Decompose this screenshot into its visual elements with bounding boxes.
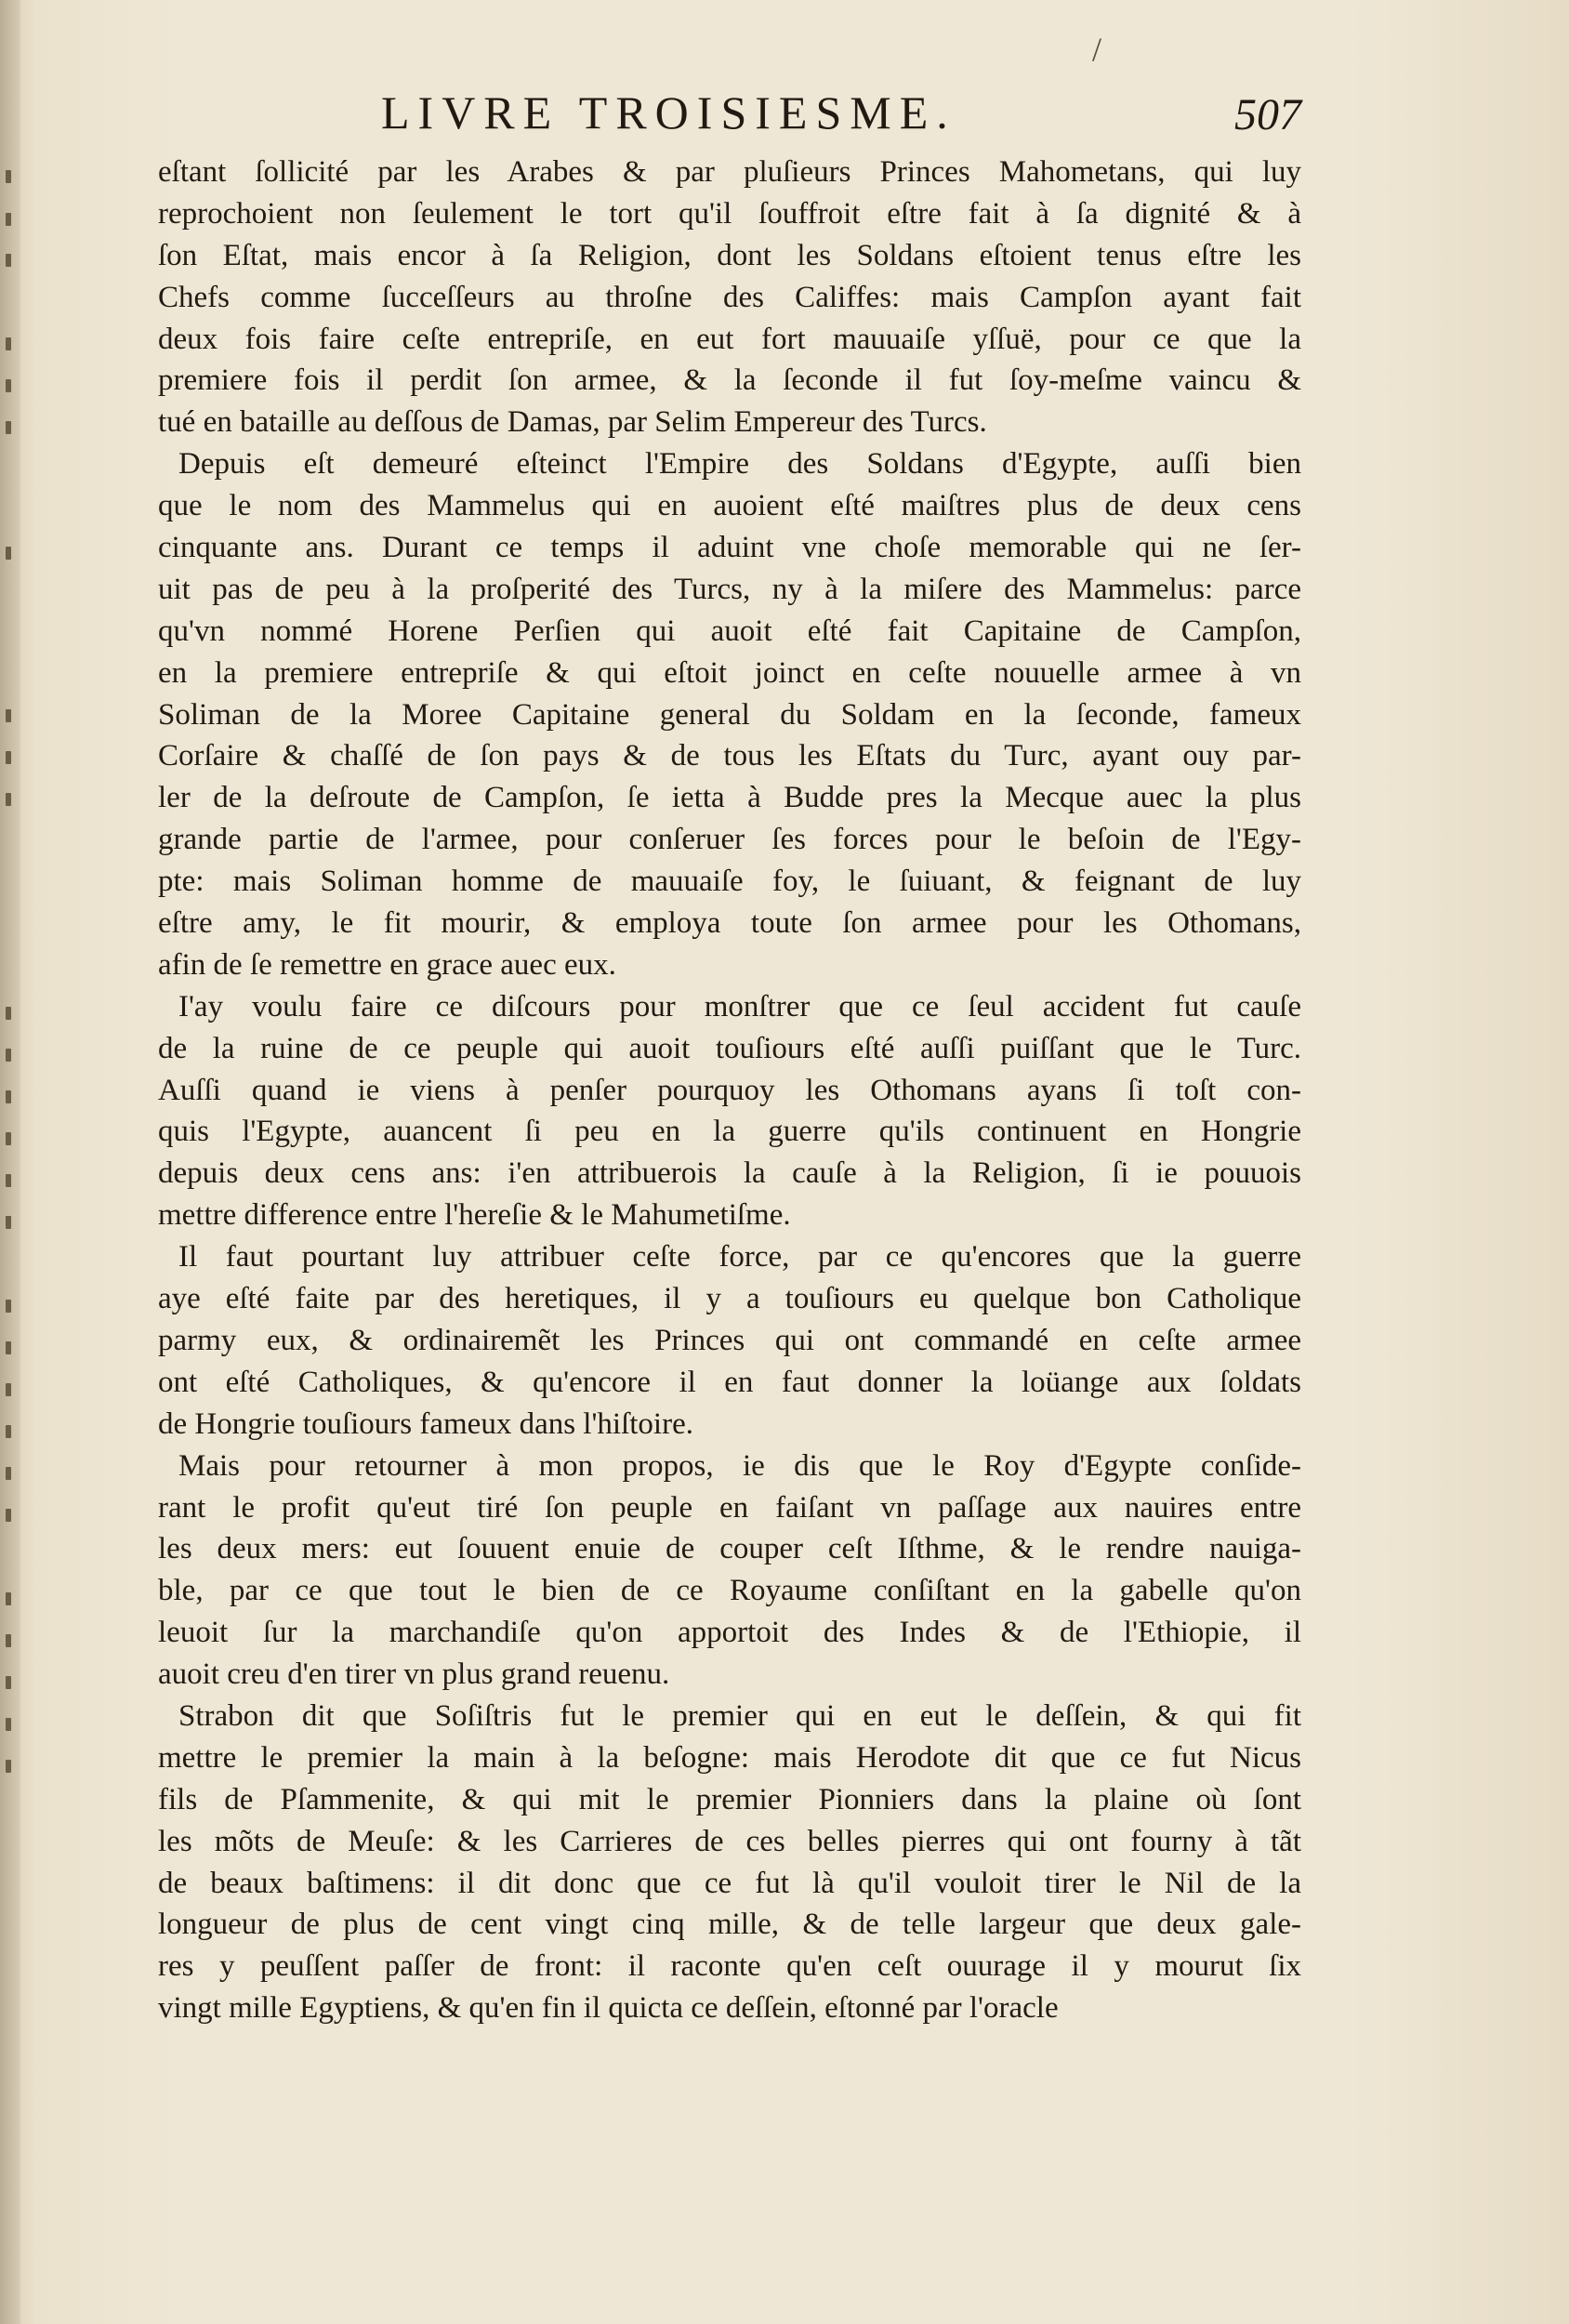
text-line: longueur de plus de cent vingt cinq mille, & de telle largeur que deux gale- (158, 1908, 1301, 1942)
text-line: res y peuſſent paſſer de front: il raconte qu'en ceſt ouurage il y mourut ſix (158, 1949, 1301, 1984)
margin-tick (6, 1007, 11, 1020)
margin-tick (6, 1341, 11, 1354)
margin-tick (6, 1216, 11, 1229)
margin-tick (6, 337, 11, 350)
margin-tick (6, 1634, 11, 1647)
text-line: les mõts de Meuſe: & les Carrieres de ces belles pierres qui ont fourny à tãt (158, 1824, 1301, 1858)
paragraph (158, 1236, 1301, 1445)
stray-mark: / (1092, 31, 1102, 68)
text-line: rant le profit qu'eut tiré ſon peuple en faiſant vn paſſage aux nauires entre (158, 1490, 1301, 1525)
body-text (158, 152, 1301, 2029)
text-line: leuoit ſur la marchandiſe qu'on apportoit des Indes & de l'Ethiopie, il (158, 1616, 1301, 1650)
text-line: eſtre amy, le fit mourir, & employa toute ſon armee pour les Othomans, (158, 906, 1301, 941)
paragraph (158, 1446, 1301, 1696)
margin-tick (6, 1718, 11, 1731)
paragraph (158, 986, 1301, 1236)
margin-tick (6, 1592, 11, 1605)
text-line: quis l'Egypte, auancent ſi peu en la guerre qu'ils continuent en Hongrie (158, 1115, 1301, 1149)
text-line: cinquante ans. Durant ce temps il aduint vne choſe memorable qui ne ſer- (158, 531, 1301, 565)
margin-tick (6, 1132, 11, 1145)
text-line: aye eſté faite par des heretiques, il y a touſiours eu quelque bon Catholique (158, 1282, 1301, 1316)
text-line: deux fois faire ceſte entrepriſe, en eut fort mauuaiſe yſſuë, pour ce que la (158, 322, 1301, 356)
margin-tick (6, 1425, 11, 1438)
text-line: Il faut pourtant luy attribuer ceſte force, par ce qu'encores que la guerre (178, 1240, 1301, 1274)
text-line: mettre le premier la main à la beſogne: mais Herodote dit que ce fut Nicus (158, 1740, 1301, 1775)
running-head: LIVRE TROISIESME. (381, 86, 956, 139)
text-line: reprochoient non ſeulement le tort qu'il ſouffroit eſtre fait à ſa dignité & à (158, 196, 1301, 231)
paragraph (158, 443, 1301, 986)
text-line: mettre difference entre l'hereſie & le Mahumetiſme. (158, 1198, 791, 1233)
text-line: ble, par ce que tout le bien de ce Royaume conſiſtant en la gabelle qu'on (158, 1574, 1301, 1608)
margin-tick (6, 1760, 11, 1773)
text-line: ont eſté Catholiques, & qu'encore il en faut donner la loüange aux ſoldats (158, 1365, 1301, 1399)
text-line: Chefs comme ſucceſſeurs au throſne des Califfes: mais Campſon ayant fait (158, 280, 1301, 314)
text-line: les deux mers: eut ſouuent enuie de couper ceſt Iſthme, & le rendre nauiga- (158, 1532, 1301, 1566)
text-line: I'ay voulu faire ce diſcours pour monſtrer que ce ſeul accident fut cauſe (178, 989, 1301, 1023)
text-line: Soliman de la Moree Capitaine general du Soldam en la ſeconde, fameux (158, 697, 1301, 732)
margin-tick (6, 1383, 11, 1396)
margin-tick (6, 213, 11, 226)
margin-tick (6, 1467, 11, 1480)
text-line: grande partie de l'armee, pour conſeruer ſes forces pour le beſoin de l'Egy- (158, 823, 1301, 857)
text-line: pte: mais Soliman homme de mauuaiſe foy, le ſuiuant, & feignant de luy (158, 865, 1301, 899)
text-line: depuis deux cens ans: i'en attribuerois la cauſe à la Religion, ſi ie pouuois (158, 1156, 1301, 1191)
text-line: Auſſi quand ie viens à penſer pourquoy les Othomans ayans ſi toſt con- (158, 1073, 1301, 1107)
margin-tick (6, 421, 11, 434)
text-line: afin de ſe remettre en grace auec eux. (158, 947, 616, 982)
paragraph (158, 152, 1301, 443)
margin-tick (6, 1174, 11, 1187)
margin-tick (6, 1049, 11, 1062)
text-line: tué en bataille au deſſous de Damas, par Selim Empereur des Turcs. (158, 405, 987, 440)
text-line: Mais pour retourner à mon propos, ie dis que le Roy d'Egypte conſide- (178, 1448, 1301, 1483)
text-line: Strabon dit que Soſiſtris fut le premier qui en eut le deſſein, & qui fit (178, 1698, 1301, 1733)
margin-tick (6, 170, 11, 183)
margin-tick (6, 709, 11, 722)
text-line: eſtant ſollicité par les Arabes & par pluſieurs Princes Mahometans, qui luy (158, 155, 1301, 189)
margin-tick (6, 793, 11, 806)
text-line: ſon Eſtat, mais encor à ſa Religion, dont les Soldans eſtoient tenus eſtre les (158, 238, 1301, 272)
paragraph (158, 1696, 1301, 2029)
text-line: ler de la deſroute de Campſon, ſe ietta à Budde pres la Mecque auec la plus (158, 781, 1301, 815)
margin-tick (6, 254, 11, 267)
text-line: premiere fois il perdit ſon armee, & la ſeconde il fut ſoy-meſme vaincu & (158, 363, 1301, 398)
page-number: 507 (1234, 90, 1301, 139)
text-line: parmy eux, & ordinairemẽt les Princes qui ont commandé en ceſte armee (158, 1323, 1301, 1357)
text-line: en la premiere entrepriſe & qui eſtoit joinct en ceſte nouuelle armee à vn (158, 655, 1301, 690)
text-line: qu'vn nommé Horene Perſien qui auoit eſté fait Capitaine de Campſon, (158, 614, 1301, 648)
margin-tick (6, 1509, 11, 1522)
text-line: Corſaire & chaſſé de ſon pays & de tous les Eſtats du Turc, ayant ouy par- (158, 739, 1301, 773)
text-line: de la ruine de ce peuple qui auoit touſiours eſté auſſi puiſſant que le Turc. (158, 1031, 1301, 1065)
text-line: de beaux baſtimens: il dit donc que ce fut là qu'il vouloit tirer le Nil de la (158, 1866, 1301, 1900)
text-line: Depuis eſt demeuré eſteinct l'Empire des Soldans d'Egypte, auſſi bien (178, 447, 1301, 482)
margin-tick (6, 1676, 11, 1689)
text-line: que le nom des Mammelus qui en auoient eſté maiſtres plus de deux cens (158, 489, 1301, 523)
margin-tick (6, 751, 11, 764)
margin-tick (6, 547, 11, 560)
margin-tick (6, 1300, 11, 1313)
margin-tick (6, 1090, 11, 1103)
text-line: vingt mille Egyptiens, & qu'en fin il quicta ce deſſein, eſtonné par l'oracle (158, 1991, 1059, 2026)
text-line: auoit creu d'en tirer vn plus grand reuenu. (158, 1657, 670, 1692)
page-header (158, 86, 1301, 151)
text-line: fils de Pſammenite, & qui mit le premier Pionniers dans la plaine où ſont (158, 1782, 1301, 1816)
text-line: de Hongrie touſiours fameux dans l'hiſtoire. (158, 1406, 693, 1441)
text-line: uit pas de peu à la proſperité des Turcs, ny à la miſere des Mammelus: parce (158, 572, 1301, 606)
margin-tick (6, 379, 11, 392)
